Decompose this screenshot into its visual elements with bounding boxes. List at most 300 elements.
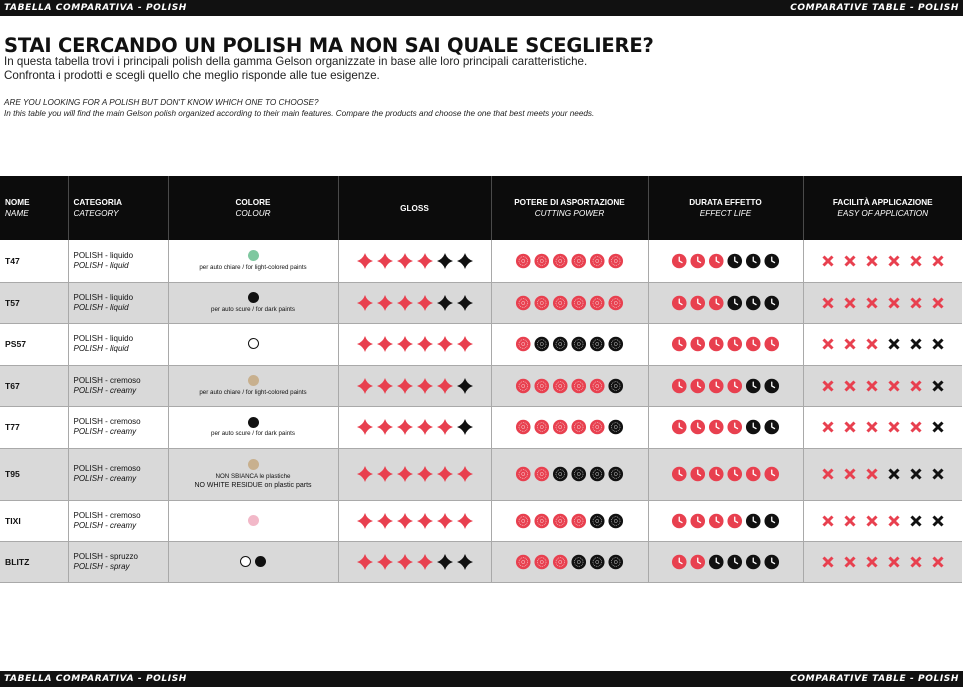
clock-icon [709, 467, 724, 482]
gloss-rating-icons [355, 419, 475, 435]
product-category [68, 448, 168, 500]
abrasive-disc-icon [534, 420, 549, 435]
rating-life [648, 282, 803, 323]
clock-icon [672, 378, 687, 393]
abrasive-disc-icon [590, 513, 605, 528]
abrasive-disc-icon [571, 420, 586, 435]
colour-swatch [248, 515, 259, 526]
ease-rating-icons [817, 419, 949, 435]
table-row [0, 500, 962, 541]
cross-icon [889, 423, 898, 432]
cross-icon [823, 557, 832, 566]
category-english: POLISH - liquid [73, 260, 129, 270]
product-name: TIXI [0, 500, 68, 541]
colour-swatch [248, 292, 259, 303]
abrasive-disc-icon [590, 378, 605, 393]
abrasive-disc-icon [516, 554, 531, 569]
rating-cutting [491, 323, 648, 365]
cross-icon [867, 470, 876, 479]
cross-icon [845, 381, 854, 390]
rating-life [648, 406, 803, 448]
gloss-rating-icons [355, 253, 475, 269]
cross-icon [845, 298, 854, 307]
diamond-icon [377, 378, 393, 394]
abrasive-disc-icon [608, 467, 623, 482]
footer-bar [0, 671, 963, 687]
product-name: T95 [0, 448, 68, 500]
clock-icon [709, 378, 724, 393]
column-header-name: NOME NAME [0, 176, 68, 240]
intro-italian-line-2: Confronta i prodotti e scegli quello che meglio risponde alle tue esigenze. [4, 69, 380, 82]
diamond-icon [457, 253, 473, 269]
diamond-icon [457, 513, 473, 529]
rating-gloss [338, 406, 491, 448]
colour-swatch [248, 375, 259, 386]
rating-ease [803, 500, 962, 541]
cross-icon [845, 423, 854, 432]
cutting-rating-icons [514, 378, 625, 394]
diamond-icon [457, 466, 473, 482]
diamond-icon [397, 253, 413, 269]
intro-english-line-2: In this table you will find the main Gelson polish organized according to their main features. Compare the products and choose the one that best meets your needs. [4, 109, 595, 118]
colour-swatch [248, 338, 259, 349]
colour-swatch [248, 459, 259, 470]
table-row [0, 365, 962, 406]
diamond-icon [377, 295, 393, 311]
cross-icon [845, 470, 854, 479]
life-rating-icons [670, 554, 781, 570]
diamond-icon [437, 513, 453, 529]
diamond-icon [357, 466, 373, 482]
intro-italian-line-1: In questa tabella trovi i principali polish della gamma Gelson organizzate in base alle loro principali caratteristiche. [4, 55, 588, 68]
abrasive-disc-icon [534, 513, 549, 528]
clock-icon [709, 554, 724, 569]
product-name: T47 [0, 240, 68, 282]
clock-icon [764, 378, 779, 393]
diamond-icon [437, 378, 453, 394]
abrasive-disc-icon [571, 513, 586, 528]
ease-rating-icons [817, 253, 949, 269]
diamond-icon [357, 336, 373, 352]
clock-icon [709, 420, 724, 435]
colour-note: per auto chiare / for light-colored paints [199, 263, 307, 271]
clock-icon [746, 554, 761, 569]
abrasive-disc-icon [534, 295, 549, 310]
cross-icon [933, 470, 942, 479]
rating-gloss [338, 240, 491, 282]
abrasive-disc-icon [534, 253, 549, 268]
cross-icon [911, 516, 920, 525]
clock-icon [672, 420, 687, 435]
cross-icon [867, 381, 876, 390]
clock-icon [727, 554, 742, 569]
clock-icon [727, 513, 742, 528]
abrasive-disc-icon [553, 554, 568, 569]
column-header-category: CATEGORIA CATEGORY [68, 176, 168, 240]
abrasive-disc-icon [608, 420, 623, 435]
cross-icon [845, 557, 854, 566]
abrasive-disc-icon [608, 295, 623, 310]
page-title: STAI CERCANDO UN POLISH MA NON SAI QUALE SCEGLIERE? [4, 34, 654, 57]
abrasive-disc-icon [516, 467, 531, 482]
abrasive-disc-icon [553, 295, 568, 310]
product-name: PS57 [0, 323, 68, 365]
rating-cutting [491, 448, 648, 500]
diamond-icon [417, 419, 433, 435]
abrasive-disc-icon [590, 295, 605, 310]
diamond-icon [377, 253, 393, 269]
clock-icon [672, 337, 687, 352]
abrasive-disc-icon [590, 467, 605, 482]
category-italian: POLISH - cremoso [73, 510, 141, 520]
diamond-icon [377, 554, 393, 570]
intro-italian [4, 55, 587, 83]
rating-ease [803, 541, 962, 582]
diamond-icon [397, 466, 413, 482]
abrasive-disc-icon [571, 253, 586, 268]
rating-ease [803, 240, 962, 282]
rating-ease [803, 323, 962, 365]
product-colour [168, 323, 338, 365]
clock-icon [672, 253, 687, 268]
diamond-icon [377, 336, 393, 352]
table-row [0, 406, 962, 448]
abrasive-disc-icon [516, 295, 531, 310]
category-english: POLISH - spray [73, 561, 130, 571]
rating-cutting [491, 240, 648, 282]
category-english: POLISH - creamy [73, 427, 137, 436]
rating-cutting [491, 365, 648, 406]
cutting-rating-icons [514, 419, 625, 435]
ease-rating-icons [817, 466, 949, 482]
product-category [68, 500, 168, 541]
cross-icon [889, 298, 898, 307]
colour-swatch [248, 417, 259, 428]
product-colour [168, 282, 338, 323]
diamond-icon [417, 336, 433, 352]
column-header-gloss: GLOSS [338, 176, 491, 240]
clock-icon [727, 420, 742, 435]
rating-life [648, 323, 803, 365]
cross-icon [933, 298, 942, 307]
colour-swatch [248, 250, 259, 261]
clock-icon [727, 378, 742, 393]
clock-icon [764, 554, 779, 569]
clock-icon [727, 295, 742, 310]
cross-icon [867, 340, 876, 349]
diamond-icon [457, 419, 473, 435]
diamond-icon [417, 253, 433, 269]
abrasive-disc-icon [590, 337, 605, 352]
abrasive-disc-icon [590, 554, 605, 569]
product-colour [168, 365, 338, 406]
cross-icon [911, 381, 920, 390]
abrasive-disc-icon [553, 467, 568, 482]
abrasive-disc-icon [553, 378, 568, 393]
diamond-icon [397, 378, 413, 394]
cross-icon [933, 516, 942, 525]
cross-icon [889, 340, 898, 349]
clock-icon [764, 420, 779, 435]
cross-icon [911, 470, 920, 479]
ease-rating-icons [817, 295, 949, 311]
rating-life [648, 365, 803, 406]
product-category [68, 406, 168, 448]
category-italian: POLISH - liquido [73, 250, 134, 260]
cutting-rating-icons [514, 513, 625, 529]
product-category [68, 282, 168, 323]
cross-icon [845, 516, 854, 525]
ease-rating-icons [817, 513, 949, 529]
clock-icon [709, 337, 724, 352]
diamond-icon [437, 554, 453, 570]
category-english: POLISH - creamy [73, 385, 137, 395]
column-header-ease-of-application: FACILITÀ APPLICAZIONE EASY OF APPLICATION [803, 176, 962, 240]
abrasive-disc-icon [534, 378, 549, 393]
clock-icon [764, 337, 779, 352]
cross-icon [911, 298, 920, 307]
colour-swatch [240, 556, 251, 567]
cross-icon [867, 423, 876, 432]
colour-note: per auto scure / for dark paints [211, 305, 295, 313]
rating-gloss [338, 541, 491, 582]
abrasive-disc-icon [608, 337, 623, 352]
category-italian: POLISH - liquido [73, 292, 134, 302]
life-rating-icons [670, 419, 781, 435]
cross-icon [823, 298, 832, 307]
colour-note: per auto scure / for dark paints [211, 430, 295, 437]
rating-cutting [491, 541, 648, 582]
abrasive-disc-icon [516, 378, 531, 393]
abrasive-disc-icon [534, 337, 549, 352]
cross-icon [845, 256, 854, 265]
abrasive-disc-icon [553, 420, 568, 435]
colour-note: NON SBIANCA le plastiche [215, 472, 291, 480]
product-category [68, 323, 168, 365]
abrasive-disc-icon [571, 337, 586, 352]
clock-icon [746, 295, 761, 310]
cross-icon [845, 340, 854, 349]
gloss-rating-icons [355, 466, 475, 482]
diamond-icon [417, 378, 433, 394]
colour-note: per auto chiare / for light-colored paints [199, 388, 307, 396]
abrasive-disc-icon [608, 513, 623, 528]
gloss-rating-icons [355, 378, 475, 394]
colour-swatch [255, 556, 266, 567]
intro-english-line-1: ARE YOU LOOKING FOR A POLISH BUT DON'T KNOW WHICH ONE TO CHOOSE? [4, 98, 319, 107]
category-italian: POLISH - spruzzo [73, 551, 138, 561]
header-right-text: COMPARATIVE TABLE - POLISH [790, 3, 959, 13]
abrasive-disc-icon [516, 337, 531, 352]
clock-icon [764, 467, 779, 482]
clock-icon [764, 295, 779, 310]
rating-life [648, 500, 803, 541]
diamond-icon [437, 295, 453, 311]
cross-icon [933, 557, 942, 566]
diamond-icon [437, 466, 453, 482]
cross-icon [823, 516, 832, 525]
column-header-effect-life: DURATA EFFETTO EFFECT LIFE [648, 176, 803, 240]
cross-icon [867, 516, 876, 525]
clock-icon [672, 467, 687, 482]
diamond-icon [437, 253, 453, 269]
column-header-colour: COLORE COLOUR [168, 176, 338, 240]
diamond-icon [357, 253, 373, 269]
cross-icon [867, 256, 876, 265]
abrasive-disc-icon [516, 420, 531, 435]
clock-icon [672, 513, 687, 528]
rating-life [648, 541, 803, 582]
gloss-rating-icons [355, 336, 475, 352]
rating-cutting [491, 500, 648, 541]
life-rating-icons [670, 378, 781, 394]
cross-icon [867, 298, 876, 307]
clock-icon [746, 253, 761, 268]
diamond-icon [357, 513, 373, 529]
category-english: POLISH - creamy [73, 520, 137, 530]
diamond-icon [357, 378, 373, 394]
clock-icon [746, 378, 761, 393]
diamond-icon [397, 419, 413, 435]
abrasive-disc-icon [571, 554, 586, 569]
abrasive-disc-icon [590, 253, 605, 268]
clock-icon [690, 554, 705, 569]
table-header-row [0, 176, 962, 240]
cutting-rating-icons [514, 554, 625, 570]
cross-icon [911, 256, 920, 265]
diamond-icon [457, 295, 473, 311]
abrasive-disc-icon [608, 554, 623, 569]
cross-icon [823, 470, 832, 479]
diamond-icon [377, 466, 393, 482]
cross-icon [823, 381, 832, 390]
rating-gloss [338, 365, 491, 406]
table-row [0, 282, 962, 323]
rating-gloss [338, 500, 491, 541]
diamond-icon [417, 466, 433, 482]
cross-icon [911, 557, 920, 566]
cross-icon [889, 516, 898, 525]
category-italian: POLISH - cremoso [73, 375, 141, 385]
cutting-rating-icons [514, 336, 625, 352]
table-row [0, 240, 962, 282]
diamond-icon [357, 295, 373, 311]
category-italian: POLISH - liquido [73, 334, 134, 343]
clock-icon [690, 295, 705, 310]
column-header-cutting-power: POTERE DI ASPORTAZIONE CUTTING POWER [491, 176, 648, 240]
diamond-icon [417, 513, 433, 529]
category-italian: POLISH - cremoso [73, 417, 141, 426]
clock-icon [690, 513, 705, 528]
product-colour [168, 406, 338, 448]
rating-ease [803, 448, 962, 500]
diamond-icon [357, 419, 373, 435]
product-colour [168, 240, 338, 282]
product-name: T57 [0, 282, 68, 323]
diamond-icon [437, 419, 453, 435]
abrasive-disc-icon [534, 554, 549, 569]
footer-left-text: TABELLA COMPARATIVA - POLISH [4, 674, 187, 684]
life-rating-icons [670, 513, 781, 529]
cross-icon [889, 381, 898, 390]
diamond-icon [377, 513, 393, 529]
cross-icon [933, 256, 942, 265]
clock-icon [690, 337, 705, 352]
clock-icon [690, 467, 705, 482]
clock-icon [690, 420, 705, 435]
diamond-icon [397, 513, 413, 529]
rating-ease [803, 365, 962, 406]
diamond-icon [397, 336, 413, 352]
abrasive-disc-icon [553, 253, 568, 268]
diamond-icon [397, 295, 413, 311]
clock-icon [709, 513, 724, 528]
cross-icon [889, 256, 898, 265]
cross-icon [933, 340, 942, 349]
diamond-icon [417, 295, 433, 311]
clock-icon [690, 378, 705, 393]
life-rating-icons [670, 466, 781, 482]
abrasive-disc-icon [516, 513, 531, 528]
abrasive-disc-icon [608, 253, 623, 268]
rating-ease [803, 406, 962, 448]
gloss-rating-icons [355, 295, 475, 311]
rating-cutting [491, 282, 648, 323]
life-rating-icons [670, 253, 781, 269]
clock-icon [727, 253, 742, 268]
diamond-icon [357, 554, 373, 570]
clock-icon [727, 467, 742, 482]
cutting-rating-icons [514, 466, 625, 482]
rating-life [648, 448, 803, 500]
diamond-icon [437, 336, 453, 352]
clock-icon [764, 513, 779, 528]
cross-icon [911, 423, 920, 432]
cross-icon [933, 423, 942, 432]
cross-icon [823, 423, 832, 432]
product-name: BLITZ [0, 541, 68, 582]
product-category [68, 365, 168, 406]
clock-icon [709, 295, 724, 310]
cutting-rating-icons [514, 253, 625, 269]
clock-icon [746, 337, 761, 352]
diamond-icon [457, 336, 473, 352]
cross-icon [823, 340, 832, 349]
category-italian: POLISH - cremoso [73, 464, 141, 473]
header-bar [0, 0, 963, 16]
abrasive-disc-icon [553, 337, 568, 352]
intro-english [4, 97, 594, 119]
rating-gloss [338, 448, 491, 500]
gloss-rating-icons [355, 513, 475, 529]
abrasive-disc-icon [534, 467, 549, 482]
rating-gloss [338, 323, 491, 365]
rating-ease [803, 282, 962, 323]
cross-icon [823, 256, 832, 265]
ease-rating-icons [817, 378, 949, 394]
cutting-rating-icons [514, 295, 625, 311]
diamond-icon [457, 554, 473, 570]
cross-icon [933, 381, 942, 390]
clock-icon [690, 253, 705, 268]
abrasive-disc-icon [571, 467, 586, 482]
product-category [68, 541, 168, 582]
category-english: POLISH - creamy [73, 474, 137, 483]
comparison-table [0, 176, 962, 583]
abrasive-disc-icon [553, 513, 568, 528]
clock-icon [709, 253, 724, 268]
diamond-icon [417, 554, 433, 570]
